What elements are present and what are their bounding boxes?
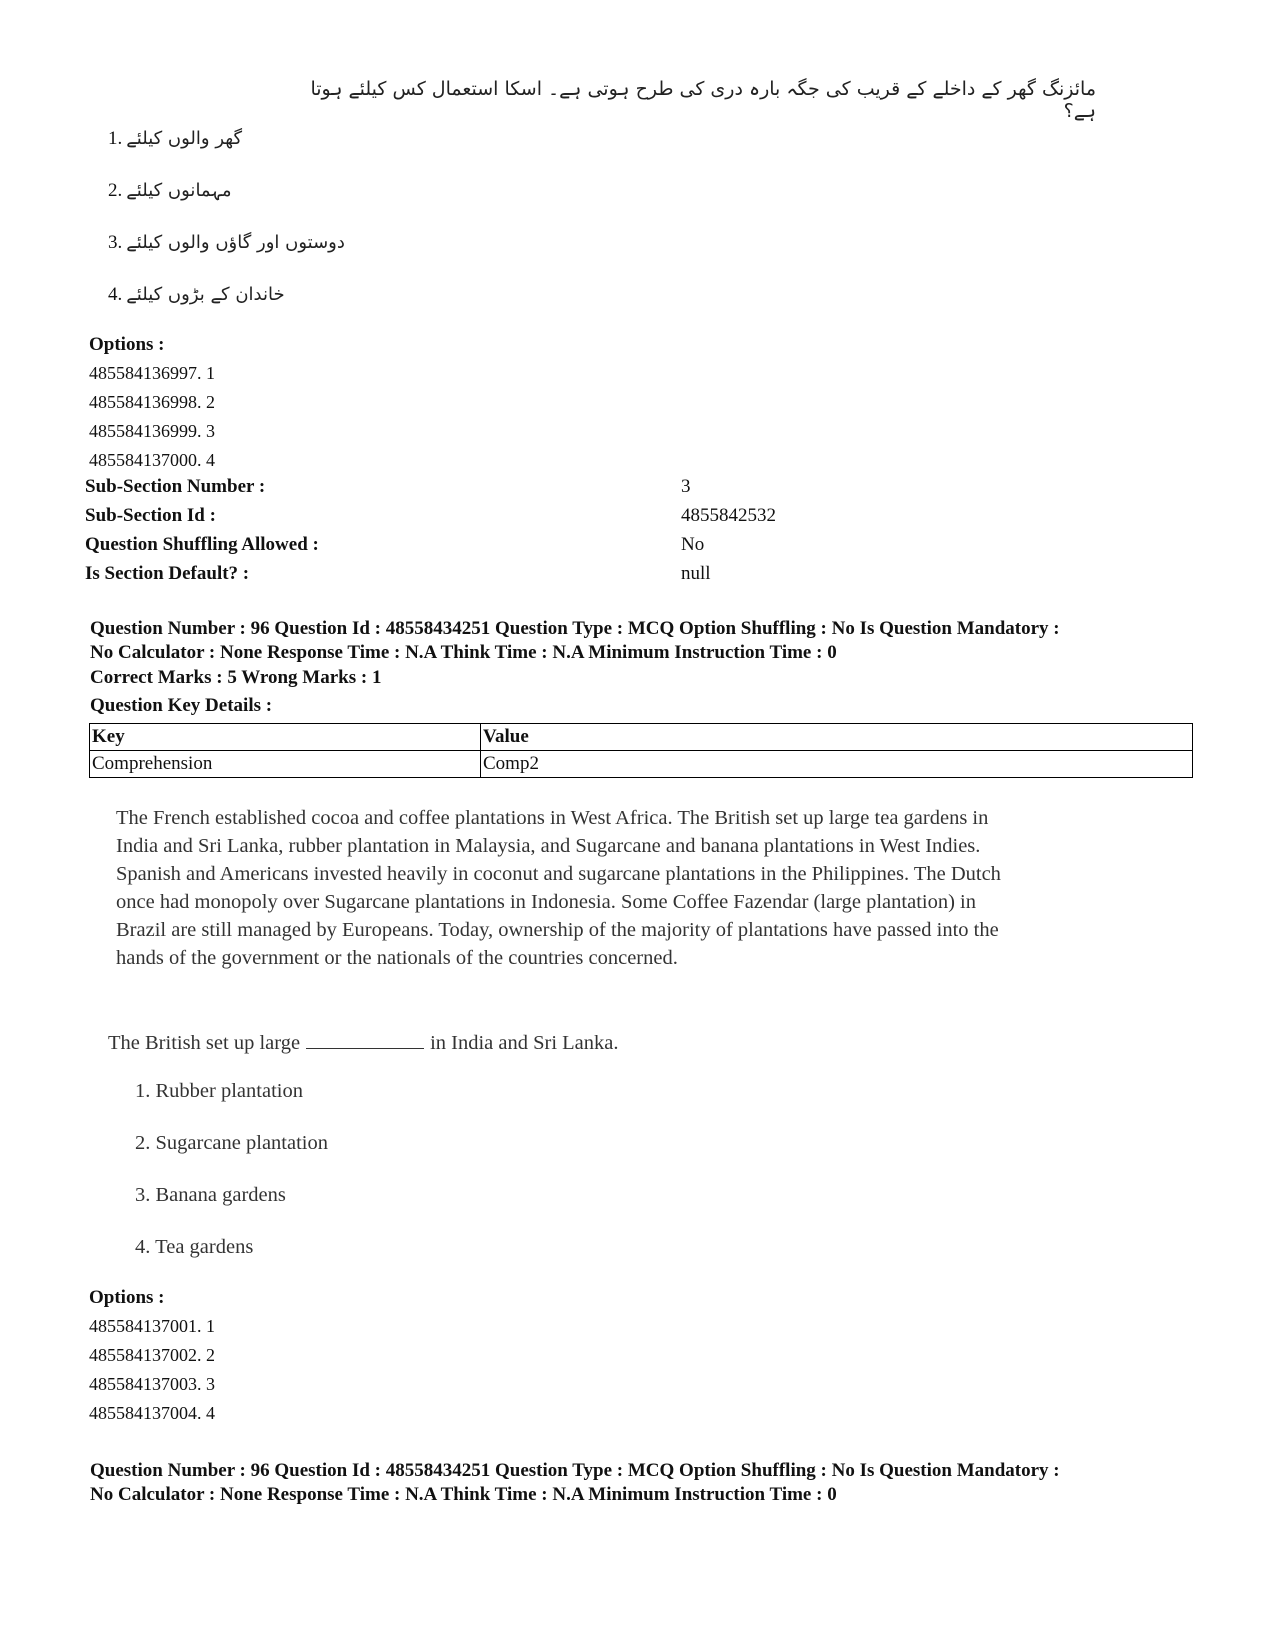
subsection-info [85,472,885,588]
option-id-line: 485584136998. 2 [89,392,215,412]
answer-option-2: 2. Sugarcane plantation [135,1132,328,1154]
urdu-option-3 [108,232,345,254]
key-details-heading: Question Key Details : [90,695,273,716]
answer-option-1: 1. Rubber plantation [135,1080,303,1102]
question-header [90,617,1210,665]
urdu-option-4 [108,284,285,306]
marks-line: Correct Marks : 5 Wrong Marks : 1 [90,667,382,688]
subsection-row [85,472,885,501]
subsection-row [85,559,885,588]
option-id-line: 485584137004. 4 [89,1403,215,1423]
question-stem [108,1028,619,1055]
options-block-2 [89,1283,215,1428]
question-header-line: Question Number : 96 Question Id : 48558434251 Question Type : MCQ Option Shuffling : No Is Question Mandatory : [90,618,1060,639]
key-details-table [89,723,1193,778]
subsection-row [85,530,885,559]
question-header-line: No Calculator : None Response Time : N.A Think Time : N.A Minimum Instruction Time : 0 [90,642,837,663]
urdu-option-number: 1. [108,128,123,149]
passage-line: once had monopoly over Sugarcane plantations in Indonesia. Some Coffee Fazendar (large plantation) in [116,891,976,913]
options-heading: Options : [89,334,165,355]
stem-text-before: The British set up large [108,1032,301,1054]
urdu-option-text: دوستوں اور گاؤں والوں کیلئے [126,232,345,253]
urdu-option-2 [108,180,232,202]
subsection-value: 3 [681,476,691,497]
passage-line: hands of the government or the nationals of the countries concerned. [116,947,678,969]
option-id-line: 485584136999. 3 [89,421,215,441]
subsection-row [85,501,885,530]
answer-option-3: 3. Banana gardens [135,1184,286,1206]
option-id-line: 485584137001. 1 [89,1316,215,1336]
passage-line: Spanish and Americans invested heavily in coconut and sugarcane plantations in the Philippines. The Dutch [116,863,1001,885]
urdu-option-1 [108,128,242,150]
question-header-line: Question Number : 96 Question Id : 48558434251 Question Type : MCQ Option Shuffling : No Is Question Mandatory : [90,1460,1060,1481]
table-header-cell: Value [481,724,1193,751]
subsection-label: Question Shuffling Allowed : [85,534,319,555]
comprehension-passage [116,804,1156,972]
options-block-1 [89,330,215,475]
stem-text-after: in India and Sri Lanka. [430,1032,619,1054]
subsection-label: Sub-Section Id : [85,505,216,526]
passage-line: Brazil are still managed by Europeans. Today, ownership of the majority of plantations have passed into the [116,919,999,941]
subsection-value: null [681,563,711,584]
table-cell: Comp2 [481,751,1193,778]
table-header-cell: Key [90,724,481,751]
option-id-line: 485584137000. 4 [89,450,215,470]
subsection-label: Sub-Section Number : [85,476,266,497]
subsection-label: Is Section Default? : [85,563,250,584]
table-header-row [90,724,1193,751]
option-id-line: 485584137003. 3 [89,1374,215,1394]
option-id-line: 485584137002. 2 [89,1345,215,1365]
passage-line: The French established cocoa and coffee plantations in West Africa. The British set up large tea gardens in [116,807,989,829]
urdu-option-text: گھر والوں کیلئے [126,128,243,149]
urdu-option-text: خاندان کے بڑوں کیلئے [126,284,285,305]
subsection-value: 4855842532 [681,505,776,526]
table-cell: Comprehension [90,751,481,778]
answer-option-4: 4. Tea gardens [135,1236,254,1258]
urdu-question-text: مائزنگ گھر کے داخلے کے قریب کی جگہ بارہ دری کی طرح ہوتی ہے۔ اسکا استعمال کس کیلئے ہوتا ہے؟ [310,78,1096,122]
next-question-header [90,1459,1210,1507]
option-id-line: 485584136997. 1 [89,363,215,383]
subsection-value: No [681,534,705,555]
urdu-option-number: 2. [108,180,123,201]
urdu-option-number: 3. [108,232,123,253]
table-row [90,751,1193,778]
passage-line: India and Sri Lanka, rubber plantation in Malaysia, and Sugarcane and banana plantations in West Indies. [116,835,981,857]
urdu-option-number: 4. [108,284,123,305]
question-header-line: No Calculator : None Response Time : N.A Think Time : N.A Minimum Instruction Time : 0 [90,1484,837,1505]
options-heading: Options : [89,1287,165,1308]
urdu-option-text: مہمانوں کیلئے [126,180,232,201]
fill-in-blank [306,1028,424,1049]
